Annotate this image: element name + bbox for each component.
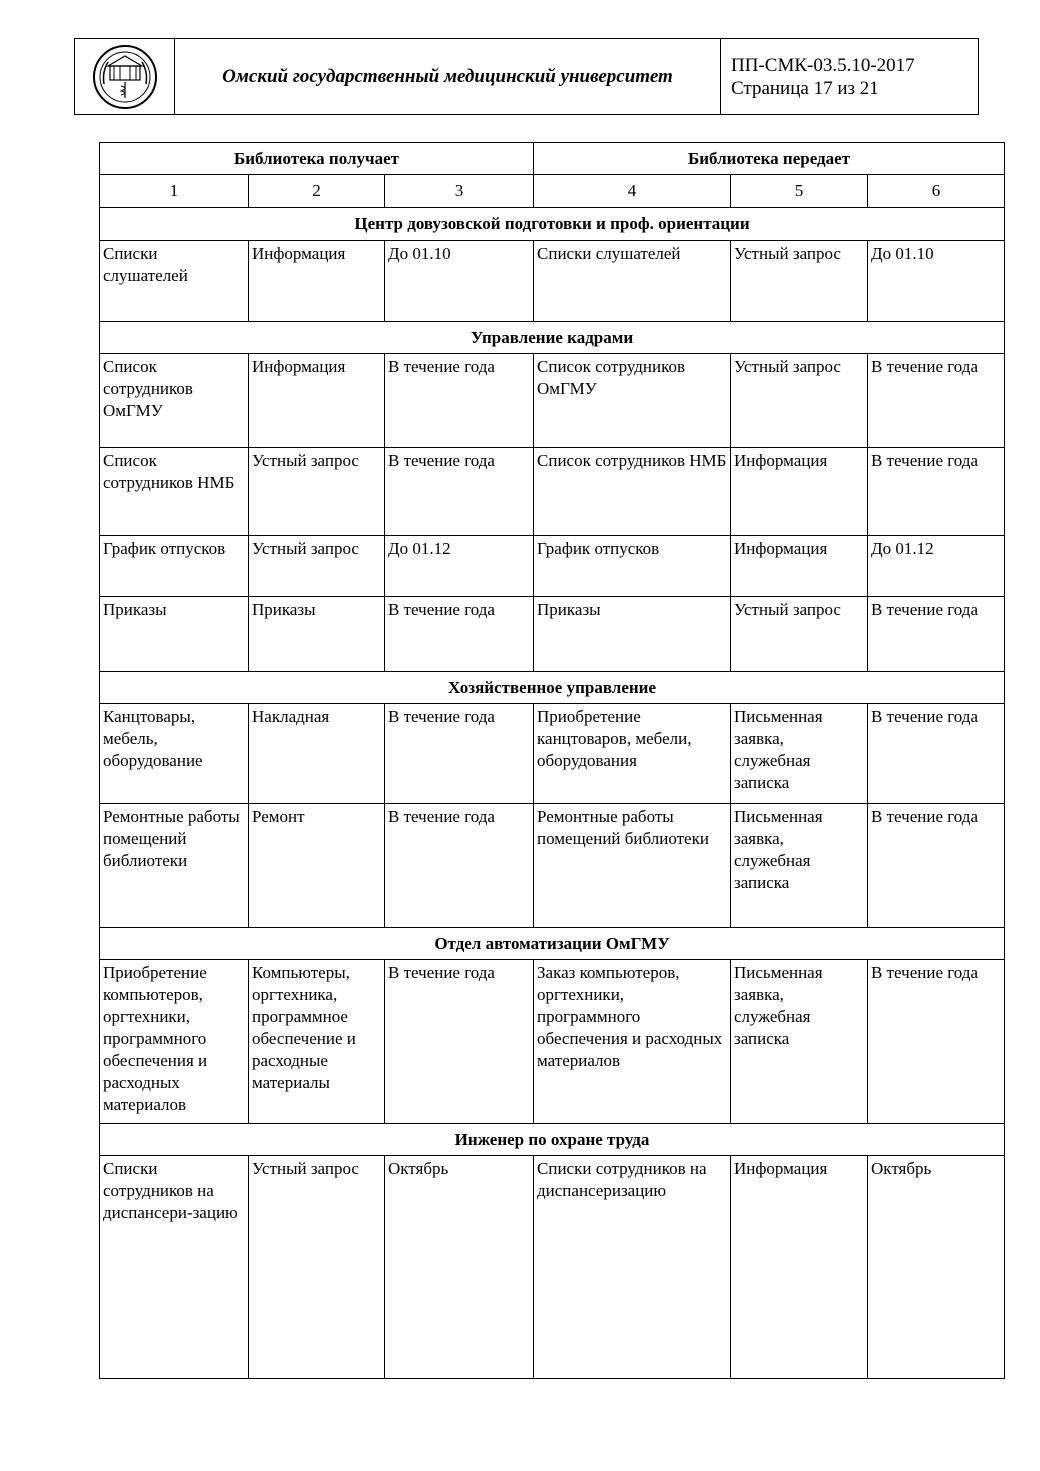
column-number-row xyxy=(100,175,1005,208)
table-cell: Список сотрудников ОмГМУ xyxy=(534,354,731,448)
table-cell: До 01.12 xyxy=(385,536,534,597)
table-cell: График отпусков xyxy=(534,536,731,597)
table-cell: Информация xyxy=(249,241,385,322)
table-cell: Письменная заявка, служебная записка xyxy=(731,960,868,1124)
table-row xyxy=(100,241,1005,322)
table-cell: До 01.10 xyxy=(385,241,534,322)
page-label: Страница 17 из 21 xyxy=(731,77,879,99)
table-cell: В течение года xyxy=(385,448,534,536)
table-cell: Устный запрос xyxy=(249,1156,385,1379)
table-cell: Ремонтные работы помещений библиотеки xyxy=(100,804,249,928)
table-cell: Информация xyxy=(731,536,868,597)
column-number: 4 xyxy=(534,175,731,208)
table-cell: Октябрь xyxy=(868,1156,1005,1379)
section-header-row xyxy=(100,928,1005,960)
doc-code: ПП-СМК-03.5.10-2017 xyxy=(731,54,915,76)
table-cell: В течение года xyxy=(868,448,1005,536)
section-header-row xyxy=(100,208,1005,241)
table-cell: Информация xyxy=(249,354,385,448)
table-cell: Список сотрудников ОмГМУ xyxy=(100,354,249,448)
table-cell: Информация xyxy=(731,1156,868,1379)
university-seal-icon xyxy=(92,44,158,110)
section-header-row xyxy=(100,322,1005,354)
section-title: Отдел автоматизации ОмГМУ xyxy=(100,928,1005,960)
column-number: 1 xyxy=(100,175,249,208)
table-cell: В течение года xyxy=(868,354,1005,448)
table-row xyxy=(100,448,1005,536)
section-header-row xyxy=(100,1124,1005,1156)
table-row xyxy=(100,804,1005,928)
table-cell: Письменная заявка, служебная записка xyxy=(731,804,868,928)
table-cell: Письменная заявка, служебная записка xyxy=(731,704,868,804)
table-cell: В течение года xyxy=(385,597,534,672)
section-header-row xyxy=(100,672,1005,704)
table-cell: Приобретение компьютеров, оргтехники, программного обеспечения и расходных материалов xyxy=(100,960,249,1124)
group-header-receives: Библиотека получает xyxy=(100,143,534,175)
table-cell: В течение года xyxy=(868,804,1005,928)
table-cell: Список сотрудников НМБ xyxy=(100,448,249,536)
table-cell: Приказы xyxy=(249,597,385,672)
section-title: Центр довузовской подготовки и проф. ориентации xyxy=(100,208,1005,241)
column-number: 3 xyxy=(385,175,534,208)
table-cell: В течение года xyxy=(868,597,1005,672)
table-cell: Устный запрос xyxy=(731,354,868,448)
table-cell: Октябрь xyxy=(385,1156,534,1379)
table-cell: Ремонтные работы помещений библиотеки xyxy=(534,804,731,928)
section-title: Хозяйственное управление xyxy=(100,672,1005,704)
table-row xyxy=(100,536,1005,597)
doc-info-cell xyxy=(721,39,979,115)
table-cell: Устный запрос xyxy=(731,597,868,672)
table-cell: В течение года xyxy=(385,804,534,928)
table-cell: Приказы xyxy=(534,597,731,672)
table-cell: Списки сотрудников на диспансеризацию xyxy=(534,1156,731,1379)
table-cell: Списки слушателей xyxy=(100,241,249,322)
table-cell: Списки слушателей xyxy=(534,241,731,322)
table-cell: В течение года xyxy=(385,960,534,1124)
table-cell: До 01.12 xyxy=(868,536,1005,597)
university-title: Омский государственный медицинский университет xyxy=(175,39,721,115)
table-cell: Приказы xyxy=(100,597,249,672)
table-cell: В течение года xyxy=(385,704,534,804)
table-cell: Накладная xyxy=(249,704,385,804)
column-number: 6 xyxy=(868,175,1005,208)
table-cell: Список сотрудников НМБ xyxy=(534,448,731,536)
table-row xyxy=(100,597,1005,672)
table-row xyxy=(100,354,1005,448)
table-row xyxy=(100,704,1005,804)
table-cell: Компьютеры, оргтехника, программное обеспечение и расходные материалы xyxy=(249,960,385,1124)
logo-cell xyxy=(75,39,175,115)
column-number: 5 xyxy=(731,175,868,208)
table-cell: Устный запрос xyxy=(249,448,385,536)
table-row xyxy=(100,960,1005,1124)
table-cell: График отпусков xyxy=(100,536,249,597)
group-header-row xyxy=(100,143,1005,175)
table-cell: Приобретение канцтоваров, мебели, оборудования xyxy=(534,704,731,804)
table-cell: Заказ компьютеров, оргтехники, программного обеспечения и расходных материалов xyxy=(534,960,731,1124)
table-row xyxy=(100,1156,1005,1379)
table-cell: Списки сотрудников на диспансери-зацию xyxy=(100,1156,249,1379)
table-cell: Ремонт xyxy=(249,804,385,928)
section-title: Управление кадрами xyxy=(100,322,1005,354)
interaction-table xyxy=(99,142,1005,1379)
column-number: 2 xyxy=(249,175,385,208)
group-header-sends: Библиотека передает xyxy=(534,143,1005,175)
table-cell: Устный запрос xyxy=(249,536,385,597)
table-cell: Информация xyxy=(731,448,868,536)
table-cell: В течение года xyxy=(868,704,1005,804)
table-cell: Устный запрос xyxy=(731,241,868,322)
table-cell: В течение года xyxy=(385,354,534,448)
table-cell: Канцтовары, мебель, оборудование xyxy=(100,704,249,804)
section-title: Инженер по охране труда xyxy=(100,1124,1005,1156)
table-cell: В течение года xyxy=(868,960,1005,1124)
table-cell: До 01.10 xyxy=(868,241,1005,322)
document-header xyxy=(74,38,979,115)
